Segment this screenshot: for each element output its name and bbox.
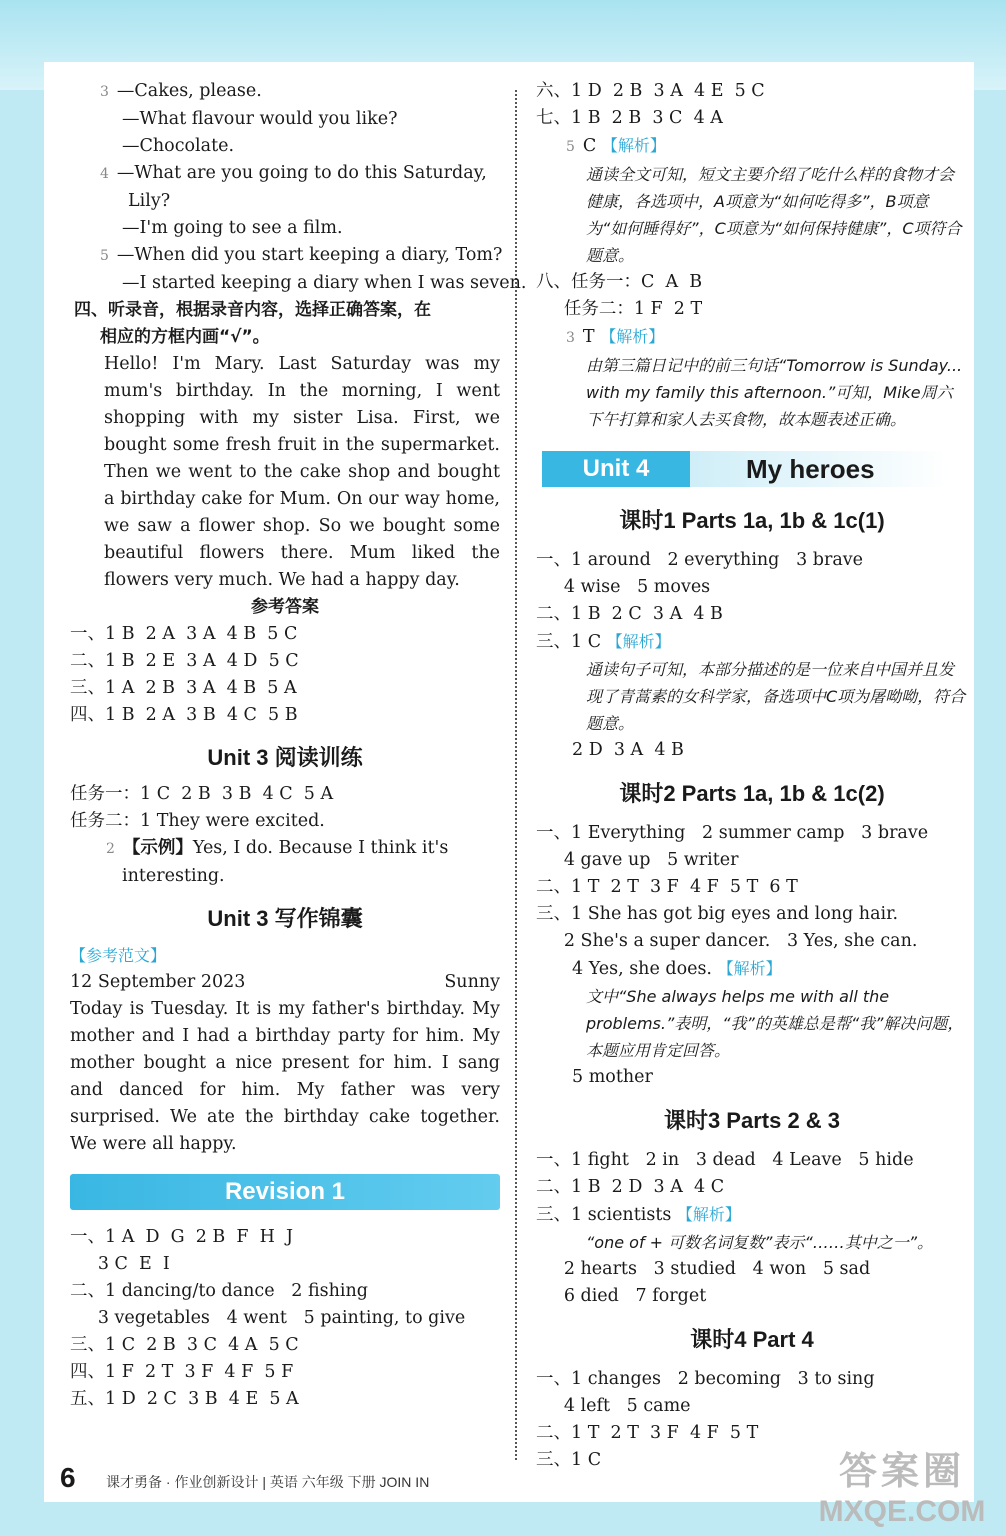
- answer-row: 六、1 D 2 B 3 A 4 E 5 C: [536, 81, 765, 101]
- answer-row: 4 gave up 5 writer: [536, 850, 739, 870]
- answer-row: 5 mother: [572, 1067, 653, 1087]
- answer-row: 4 wise 5 moves: [536, 577, 711, 597]
- revision-line: 二、1 dancing/to dance 2 fishing: [70, 1281, 368, 1301]
- watermark-url: MXQE.COM: [818, 1495, 986, 1528]
- explanation-note: 由第三篇日记中的前三句话“Tomorrow is Sunday... with my family this afternoon.”可知，Mike周六下午打算和家人去买食物，故本题表述正确。: [586, 356, 963, 429]
- revision-line: 三、1 C 2 B 3 C 4 A 5 C: [70, 1335, 299, 1355]
- answer-row: 七、1 B 2 B 3 C 4 A: [536, 108, 723, 128]
- sample-essay-tag: 【参考范文】: [70, 946, 167, 965]
- lesson-title: 课时4 Part 4: [690, 1327, 814, 1352]
- dialog-line: —What flavour would you like?: [122, 109, 398, 129]
- dialog-line: —Chocolate.: [122, 136, 235, 156]
- answer-row: 一、1 around 2 everything 3 brave: [536, 550, 864, 570]
- dialog-line: 5 —When did you start keeping a diary, Tom?: [100, 245, 503, 265]
- explanation-note: 文中“She always helps me with all the problems.”表明，“我”的英雄总是帮“我”解决问题，本题应用肯定回答。: [586, 987, 964, 1060]
- essay-date-row: [70, 969, 500, 996]
- answer-heading: 参考答案: [251, 597, 319, 617]
- reading-task-line: 任务一：1 C 2 B 3 B 4 C 5 A: [70, 784, 334, 804]
- lesson-title: 课时3 Parts 2 & 3: [663, 1108, 841, 1133]
- answer-row: 二、1 T 2 T 3 F 4 F 5 T: [536, 1423, 759, 1443]
- section-four-instruction: 四、听录音，根据录音内容，选择正确答案，在: [74, 300, 431, 320]
- listening-passage: Hello! I'm Mary. Last Saturday was my mum's birthday. In the morning, I went shopping with my sister Lisa. First, we bought some fresh fruit in the supermarket. Then we went to the cake shop and bought a birthday cake for Mum. On our way home, we saw a flower shop. So we bought some beautiful flowers there. Mum liked the flowers very much. We had a happy day.: [104, 354, 500, 590]
- revision-line: 五、1 D 2 C 3 B 4 E 5 A: [70, 1389, 299, 1409]
- book-info: 课才勇备 · 作业创新设计 | 英语 六年级 下册 JOIN IN: [106, 1474, 430, 1490]
- essay-date: 12 September 2023: [70, 972, 246, 992]
- explanation-note: 通读全文可知，短文主要介绍了吃什么样的食物才会健康，各选项中，A项意为“如何吃得多”，B项意为“如何睡得好”，C项意为“如何保持健康”，C项符合题意。: [586, 165, 962, 265]
- answer-row: 二、1 B 2 C 3 A 4 B: [536, 604, 723, 624]
- revision-line: 一、1 A D G 2 B F H J: [70, 1227, 294, 1247]
- dialog-line: —I'm going to see a film.: [122, 218, 343, 238]
- page-number: 6: [60, 1462, 76, 1493]
- answer-row: 三、1 She has got big eyes and long hair.: [536, 904, 899, 924]
- answer-row: 一、1 fight 2 in 3 dead 4 Leave 5 hide: [536, 1150, 914, 1170]
- lesson-title: 课时1 Parts 1a, 1b & 1c(1): [619, 508, 885, 533]
- answer-row: 一、1 changes 2 becoming 3 to sing: [536, 1369, 875, 1389]
- sample-essay: Today is Tuesday. It is my father's birthday. My mother and I had a birthday party for him. My mother bought a nice present for him. I sang and danced for him. My father was very surprised. We ate the birthday cake together. We were all happy.: [70, 999, 500, 1154]
- answer-row: 4 left 5 came: [536, 1396, 691, 1416]
- revision-line: 四、1 F 2 T 3 F 4 F 5 F: [70, 1362, 294, 1382]
- page-footer: [60, 1462, 660, 1502]
- explanation-note: 通读句子可知，本部分描述的是一位来自中国并且发现了青蒿素的女科学家，备选项中C项为屠呦呦，符合题意。: [586, 660, 966, 733]
- answer-row: 2 She's a super dancer. 3 Yes, she can.: [536, 931, 918, 951]
- lesson-title: 课时2 Parts 1a, 1b & 1c(2): [619, 781, 885, 806]
- left-column: [70, 78, 527, 1413]
- reading-task-line: 任务二：1 They were excited.: [70, 811, 325, 831]
- answer-row: 2 D 3 A 4 B: [572, 740, 684, 760]
- reading-example: 2 【示例】Yes, I do. Because I think it's: [106, 838, 449, 858]
- answer-row: 八、任务一：C A B: [536, 272, 703, 292]
- answer-row-with-note: 三、1 C 【解析】: [536, 632, 671, 652]
- unit-tab: Unit 4: [542, 451, 690, 487]
- answer-row: 6 died 7 forget: [536, 1286, 707, 1306]
- reading-example-cont: interesting.: [122, 866, 225, 886]
- section-four-instruction-cont: 相应的方框内画“√”。: [100, 327, 270, 347]
- answer-row: 任务二：1 F 2 T: [536, 299, 703, 319]
- answer-row-with-note: 3 T 【解析】: [566, 327, 665, 347]
- revision-line: 3 C E I: [70, 1254, 170, 1274]
- answer-row: 2 hearts 3 studied 4 won 5 sad: [536, 1259, 871, 1279]
- dialog-line: 4 —What are you going to do this Saturday,: [100, 163, 487, 183]
- answer-row: 一、1 B 2 A 3 A 4 B 5 C: [70, 624, 298, 644]
- unit-title: My heroes: [746, 454, 875, 484]
- answer-row: 二、1 B 2 D 3 A 4 C: [536, 1177, 725, 1197]
- answer-row: 四、1 B 2 A 3 B 4 C 5 B: [70, 705, 298, 725]
- answer-row-with-note: 三、1 scientists 【解析】: [536, 1205, 741, 1225]
- answer-row: 三、1 C: [536, 1450, 602, 1470]
- site-watermark: [812, 1440, 992, 1530]
- explanation-note: “one of + 可数名词复数”表示“……其中之一”。: [586, 1233, 934, 1252]
- watermark-logo-text: 答案圈: [838, 1451, 965, 1493]
- revision-banner: Revision 1: [70, 1174, 500, 1210]
- dialog-line: Lily?: [128, 191, 171, 211]
- answer-row: 二、1 T 2 T 3 F 4 F 5 T 6 T: [536, 877, 798, 897]
- answer-row-with-note: 5 C 【解析】: [566, 136, 666, 156]
- revision-line: 3 vegetables 4 went 5 painting, to give: [70, 1308, 466, 1328]
- answer-row: 一、1 Everything 2 summer camp 3 brave: [536, 823, 929, 843]
- essay-weather: Sunny: [444, 972, 500, 992]
- answer-row: 三、1 A 2 B 3 A 4 B 5 A: [70, 678, 297, 698]
- reading-section-title: Unit 3 阅读训练: [207, 745, 363, 770]
- dialog-line: 3 —Cakes, please.: [100, 81, 262, 101]
- dialog-line: —I started keeping a diary when I was seven.: [122, 273, 527, 293]
- answer-row-with-note: 4 Yes, she does. 【解析】: [572, 959, 782, 979]
- right-column: [536, 78, 968, 1474]
- writing-section-title: Unit 3 写作锦囊: [207, 906, 363, 931]
- unit-four-banner: [536, 451, 968, 491]
- answer-row: 二、1 B 2 E 3 A 4 D 5 C: [70, 651, 299, 671]
